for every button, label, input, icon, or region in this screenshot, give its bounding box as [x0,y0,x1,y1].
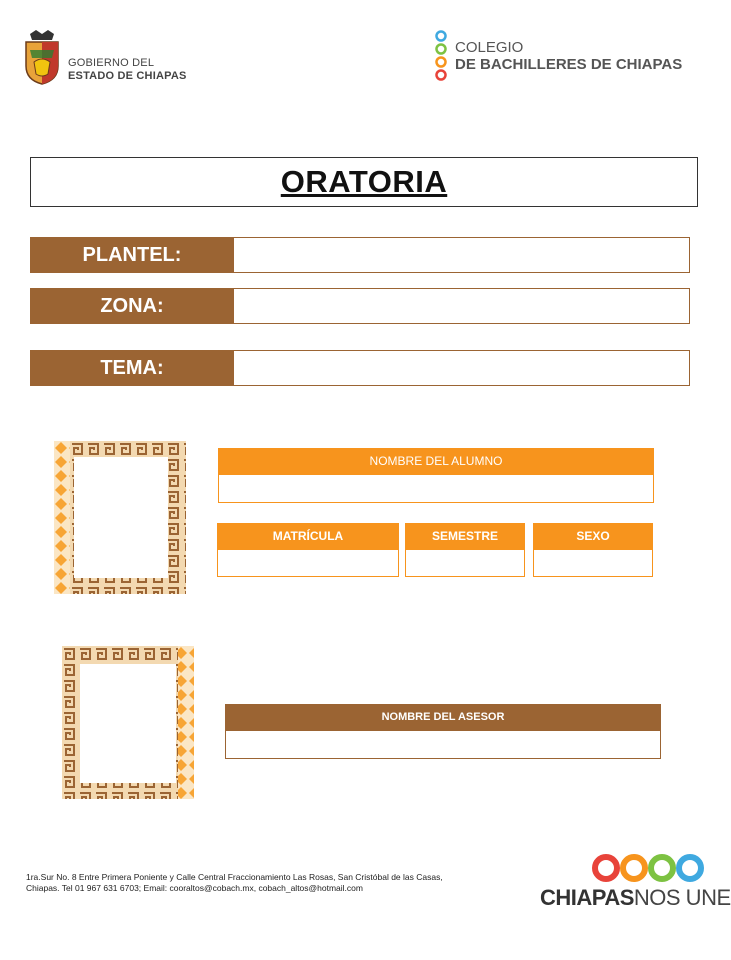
title-box [30,157,698,207]
student-name-header: NOMBRE DEL ALUMNO [218,448,654,474]
slogan-light: NOS UNE [633,885,731,910]
tema-label: TEMA: [30,350,234,386]
advisor-photo-frame[interactable] [62,646,194,799]
matricula-header: MATRÍCULA [217,523,399,549]
matricula-field[interactable] [217,549,399,577]
chiapas-nos-une-logo [540,853,731,913]
student-name-field[interactable] [218,474,654,503]
zona-label: ZONA: [30,288,234,324]
chiapas-slogan [540,885,731,911]
college-name [455,39,682,73]
footer-address: 1ra.Sur No. 8 Entre Primera Poniente y Calle Central Fraccionamiento Las Rosas, San Cristóbal de las Casas, Chiapas. Tel 01 967 631 6703; Email: cooraltos@cobach.mx, cobach_altos@hotmail.com [26,872,443,893]
government-line2: ESTADO DE CHIAPAS [68,70,187,82]
student-photo-frame[interactable] [54,441,186,594]
chiapas-government-crest-icon [24,30,60,84]
semestre-field[interactable] [405,549,525,577]
chiapas-rings-icon [592,853,706,883]
advisor-name-field[interactable] [225,730,661,759]
government-name [68,57,187,83]
zona-field[interactable] [233,288,690,324]
cobach-rings-icon [434,30,450,84]
page-title: ORATORIA [280,164,448,199]
college-line1: COLEGIO [455,39,524,56]
plantel-label: PLANTEL: [30,237,234,273]
sexo-field[interactable] [533,549,653,577]
tema-field[interactable] [233,350,690,386]
college-line2: DE BACHILLERES DE CHIAPAS [455,56,683,73]
plantel-field[interactable] [233,237,690,273]
advisor-name-header: NOMBRE DEL ASESOR [225,704,661,730]
sexo-header: SEXO [533,523,653,549]
semestre-header: SEMESTRE [405,523,525,549]
government-line1: GOBIERNO DEL [68,57,155,69]
slogan-bold: CHIAPAS [540,885,634,910]
